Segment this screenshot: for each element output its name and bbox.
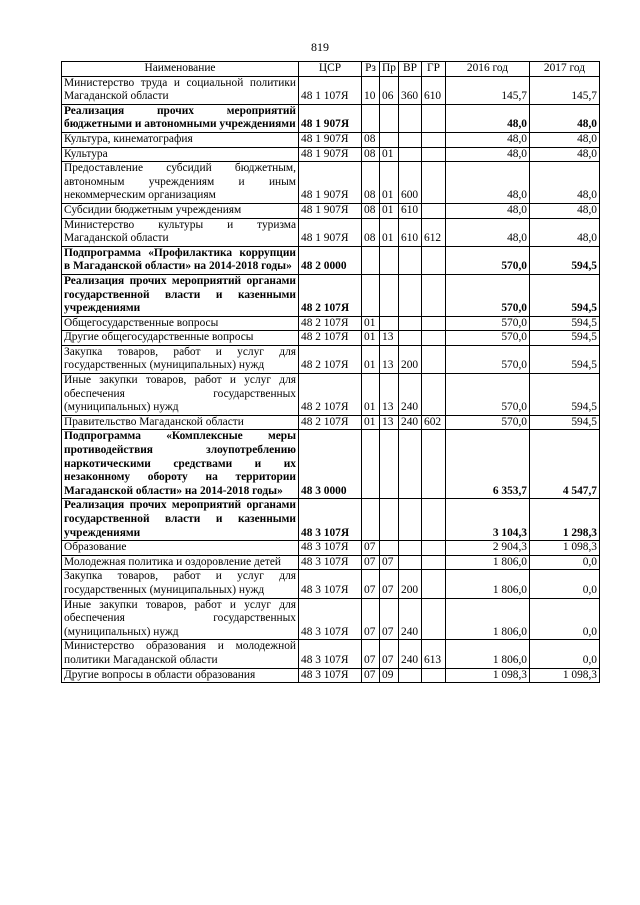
row-gr-cell (422, 345, 446, 373)
row-vr-cell (399, 541, 422, 556)
table-header-row (62, 62, 600, 77)
row-2017-cell: 48,0 (530, 218, 600, 246)
table-row (62, 555, 600, 570)
row-vr-cell (399, 499, 422, 541)
row-csr-cell: 48 1 907Я (299, 203, 362, 218)
row-2017-cell: 594,5 (530, 415, 600, 430)
row-gr-cell (422, 246, 446, 274)
column-header-name: Наименование (62, 62, 299, 77)
row-name-cell: Подпрограмма «Комплексные меры противодействия злоупотреблению наркотическими средствами и их незаконному обороту на территории Магаданской области» на 2014-2018 годы» (62, 430, 299, 499)
row-2016-cell: 48,0 (446, 162, 530, 204)
row-2016-cell: 48,0 (446, 147, 530, 162)
row-2017-cell: 594,5 (530, 374, 600, 416)
row-pr-cell: 13 (380, 374, 399, 416)
row-gr-cell (422, 274, 446, 316)
row-2017-cell: 4 547,7 (530, 430, 600, 499)
row-csr-cell: 48 2 107Я (299, 374, 362, 416)
row-2017-cell: 48,0 (530, 162, 600, 204)
column-header-csr: ЦСР (299, 62, 362, 77)
table-row (62, 374, 600, 416)
row-gr-cell (422, 570, 446, 598)
row-csr-cell: 48 2 0000 (299, 246, 362, 274)
table-row (62, 541, 600, 556)
row-csr-cell: 48 1 907Я (299, 162, 362, 204)
row-gr-cell (422, 162, 446, 204)
row-vr-cell: 240 (399, 415, 422, 430)
row-gr-cell (422, 598, 446, 640)
row-2017-cell: 145,7 (530, 76, 600, 104)
row-2016-cell: 145,7 (446, 76, 530, 104)
row-2016-cell: 1 806,0 (446, 570, 530, 598)
row-2016-cell: 48,0 (446, 132, 530, 147)
row-vr-cell (399, 274, 422, 316)
row-name-cell: Субсидии бюджетным учреждениям (62, 203, 299, 218)
row-name-cell: Иные закупки товаров, работ и услуг для обеспечения государственных (муниципальных) нужд (62, 598, 299, 640)
row-2016-cell: 48,0 (446, 203, 530, 218)
table-row (62, 570, 600, 598)
row-pr-cell: 09 (380, 668, 399, 683)
row-rz-cell: 07 (362, 570, 380, 598)
row-name-cell: Правительство Магаданской области (62, 415, 299, 430)
row-pr-cell: 13 (380, 331, 399, 346)
row-pr-cell: 01 (380, 203, 399, 218)
row-csr-cell: 48 3 107Я (299, 570, 362, 598)
row-2016-cell: 48,0 (446, 104, 530, 132)
row-2017-cell: 0,0 (530, 570, 600, 598)
row-2016-cell: 1 806,0 (446, 555, 530, 570)
row-rz-cell (362, 430, 380, 499)
row-vr-cell: 600 (399, 162, 422, 204)
row-name-cell: Молодежная политика и оздоровление детей (62, 555, 299, 570)
row-name-cell: Министерство труда и социальной политики Магаданской области (62, 76, 299, 104)
row-2017-cell: 594,5 (530, 316, 600, 331)
row-pr-cell: 07 (380, 598, 399, 640)
row-2016-cell: 2 904,3 (446, 541, 530, 556)
row-pr-cell: 06 (380, 76, 399, 104)
column-header-vr: ВР (399, 62, 422, 77)
row-rz-cell: 07 (362, 555, 380, 570)
row-name-cell: Реализация прочих мероприятий органами государственной власти и казенными учреждениями (62, 499, 299, 541)
row-2017-cell: 1 098,3 (530, 668, 600, 683)
row-rz-cell: 08 (362, 132, 380, 147)
row-gr-cell (422, 430, 446, 499)
column-header-2017: 2017 год (530, 62, 600, 77)
row-csr-cell: 48 3 107Я (299, 499, 362, 541)
row-csr-cell: 48 3 107Я (299, 541, 362, 556)
row-gr-cell (422, 104, 446, 132)
column-header-rz: Рз (362, 62, 380, 77)
row-csr-cell: 48 2 107Я (299, 415, 362, 430)
table-row (62, 162, 600, 204)
row-csr-cell: 48 3 107Я (299, 555, 362, 570)
row-rz-cell: 08 (362, 218, 380, 246)
row-csr-cell: 48 2 107Я (299, 345, 362, 373)
row-name-cell: Иные закупки товаров, работ и услуг для обеспечения государственных (муниципальных) нужд (62, 374, 299, 416)
row-2017-cell: 0,0 (530, 555, 600, 570)
row-vr-cell (399, 316, 422, 331)
row-gr-cell (422, 499, 446, 541)
row-rz-cell: 08 (362, 147, 380, 162)
row-gr-cell (422, 541, 446, 556)
row-rz-cell: 08 (362, 162, 380, 204)
column-header-pr: Пр (380, 62, 399, 77)
row-gr-cell: 610 (422, 76, 446, 104)
row-vr-cell: 610 (399, 218, 422, 246)
row-pr-cell: 13 (380, 345, 399, 373)
row-pr-cell (380, 316, 399, 331)
row-rz-cell: 10 (362, 76, 380, 104)
row-gr-cell (422, 147, 446, 162)
budget-table (61, 61, 600, 683)
table-row (62, 203, 600, 218)
row-name-cell: Другие вопросы в области образования (62, 668, 299, 683)
row-2016-cell: 570,0 (446, 415, 530, 430)
column-header-gr: ГР (422, 62, 446, 77)
row-gr-cell (422, 331, 446, 346)
row-csr-cell: 48 1 907Я (299, 132, 362, 147)
row-2016-cell: 570,0 (446, 316, 530, 331)
row-gr-cell (422, 203, 446, 218)
row-pr-cell (380, 104, 399, 132)
row-name-cell: Министерство культуры и туризма Магаданской области (62, 218, 299, 246)
table-row (62, 218, 600, 246)
row-name-cell: Подпрограмма «Профилактика коррупции в Магаданской области» на 2014-2018 годы» (62, 246, 299, 274)
row-2016-cell: 570,0 (446, 331, 530, 346)
row-2016-cell: 570,0 (446, 374, 530, 416)
row-csr-cell: 48 3 107Я (299, 598, 362, 640)
row-pr-cell (380, 274, 399, 316)
row-name-cell: Реализация прочих мероприятий бюджетными и автономными учреждениями (62, 104, 299, 132)
row-name-cell: Другие общегосударственные вопросы (62, 331, 299, 346)
row-name-cell: Закупка товаров, работ и услуг для государственных (муниципальных) нужд (62, 345, 299, 373)
table-row (62, 345, 600, 373)
row-rz-cell: 01 (362, 316, 380, 331)
row-gr-cell (422, 316, 446, 331)
row-2017-cell: 0,0 (530, 598, 600, 640)
row-gr-cell: 613 (422, 640, 446, 668)
row-rz-cell: 01 (362, 331, 380, 346)
row-gr-cell (422, 374, 446, 416)
row-rz-cell: 07 (362, 541, 380, 556)
row-2017-cell: 1 298,3 (530, 499, 600, 541)
row-name-cell: Образование (62, 541, 299, 556)
row-vr-cell: 610 (399, 203, 422, 218)
row-2016-cell: 1 098,3 (446, 668, 530, 683)
table-row (62, 640, 600, 668)
row-pr-cell: 01 (380, 147, 399, 162)
row-rz-cell (362, 104, 380, 132)
row-2017-cell: 594,5 (530, 345, 600, 373)
row-pr-cell: 07 (380, 555, 399, 570)
row-2017-cell: 594,5 (530, 331, 600, 346)
row-gr-cell (422, 555, 446, 570)
row-rz-cell: 07 (362, 668, 380, 683)
row-csr-cell: 48 1 107Я (299, 76, 362, 104)
column-header-2016: 2016 год (446, 62, 530, 77)
row-pr-cell: 07 (380, 570, 399, 598)
row-rz-cell: 07 (362, 598, 380, 640)
table-row (62, 668, 600, 683)
row-name-cell: Реализация прочих мероприятий органами государственной власти и казенными учреждениями (62, 274, 299, 316)
row-rz-cell (362, 246, 380, 274)
row-csr-cell: 48 2 107Я (299, 316, 362, 331)
table-row (62, 274, 600, 316)
row-pr-cell: 01 (380, 162, 399, 204)
row-vr-cell (399, 147, 422, 162)
row-2016-cell: 6 353,7 (446, 430, 530, 499)
row-vr-cell: 200 (399, 570, 422, 598)
row-csr-cell: 48 1 907Я (299, 218, 362, 246)
table-row (62, 104, 600, 132)
row-gr-cell (422, 668, 446, 683)
row-pr-cell (380, 541, 399, 556)
table-row (62, 76, 600, 104)
row-2016-cell: 1 806,0 (446, 640, 530, 668)
row-vr-cell: 360 (399, 76, 422, 104)
row-csr-cell: 48 2 107Я (299, 331, 362, 346)
row-2017-cell: 48,0 (530, 203, 600, 218)
row-vr-cell (399, 132, 422, 147)
row-name-cell: Министерство образования и молодежной политики Магаданской области (62, 640, 299, 668)
table-row (62, 499, 600, 541)
row-2017-cell: 594,5 (530, 274, 600, 316)
row-2016-cell: 48,0 (446, 218, 530, 246)
row-rz-cell: 08 (362, 203, 380, 218)
row-name-cell: Культура (62, 147, 299, 162)
row-rz-cell (362, 499, 380, 541)
table-row (62, 316, 600, 331)
page-number: 819 (311, 40, 329, 54)
table-row (62, 147, 600, 162)
row-rz-cell: 01 (362, 415, 380, 430)
row-pr-cell: 13 (380, 415, 399, 430)
row-pr-cell (380, 132, 399, 147)
row-rz-cell (362, 274, 380, 316)
row-vr-cell (399, 246, 422, 274)
row-2016-cell: 3 104,3 (446, 499, 530, 541)
row-2016-cell: 570,0 (446, 274, 530, 316)
row-2017-cell: 48,0 (530, 147, 600, 162)
row-2017-cell: 594,5 (530, 246, 600, 274)
row-rz-cell: 07 (362, 640, 380, 668)
table-row (62, 132, 600, 147)
table-row (62, 246, 600, 274)
row-vr-cell: 240 (399, 598, 422, 640)
row-pr-cell (380, 499, 399, 541)
row-vr-cell (399, 555, 422, 570)
row-vr-cell: 200 (399, 345, 422, 373)
row-2017-cell: 48,0 (530, 132, 600, 147)
row-2017-cell: 1 098,3 (530, 541, 600, 556)
row-csr-cell: 48 1 907Я (299, 104, 362, 132)
row-gr-cell: 612 (422, 218, 446, 246)
row-2017-cell: 0,0 (530, 640, 600, 668)
row-vr-cell: 240 (399, 374, 422, 416)
row-vr-cell (399, 331, 422, 346)
row-2017-cell: 48,0 (530, 104, 600, 132)
row-csr-cell: 48 2 107Я (299, 274, 362, 316)
row-rz-cell: 01 (362, 374, 380, 416)
table-row (62, 415, 600, 430)
row-pr-cell (380, 246, 399, 274)
row-vr-cell (399, 668, 422, 683)
row-2016-cell: 570,0 (446, 246, 530, 274)
row-name-cell: Предоставление субсидий бюджетным, автономным учреждениям и иным некоммерческим организациям (62, 162, 299, 204)
row-csr-cell: 48 3 0000 (299, 430, 362, 499)
table-row (62, 430, 600, 499)
row-vr-cell (399, 104, 422, 132)
row-csr-cell: 48 1 907Я (299, 147, 362, 162)
row-pr-cell (380, 430, 399, 499)
table-row (62, 598, 600, 640)
row-name-cell: Закупка товаров, работ и услуг для государственных (муниципальных) нужд (62, 570, 299, 598)
row-gr-cell (422, 132, 446, 147)
row-rz-cell: 01 (362, 345, 380, 373)
row-vr-cell: 240 (399, 640, 422, 668)
row-2016-cell: 1 806,0 (446, 598, 530, 640)
table-row (62, 331, 600, 346)
row-pr-cell: 07 (380, 640, 399, 668)
row-2016-cell: 570,0 (446, 345, 530, 373)
row-name-cell: Культура, кинематография (62, 132, 299, 147)
row-vr-cell (399, 430, 422, 499)
row-csr-cell: 48 3 107Я (299, 640, 362, 668)
row-csr-cell: 48 3 107Я (299, 668, 362, 683)
row-pr-cell: 01 (380, 218, 399, 246)
row-name-cell: Общегосударственные вопросы (62, 316, 299, 331)
row-gr-cell: 602 (422, 415, 446, 430)
